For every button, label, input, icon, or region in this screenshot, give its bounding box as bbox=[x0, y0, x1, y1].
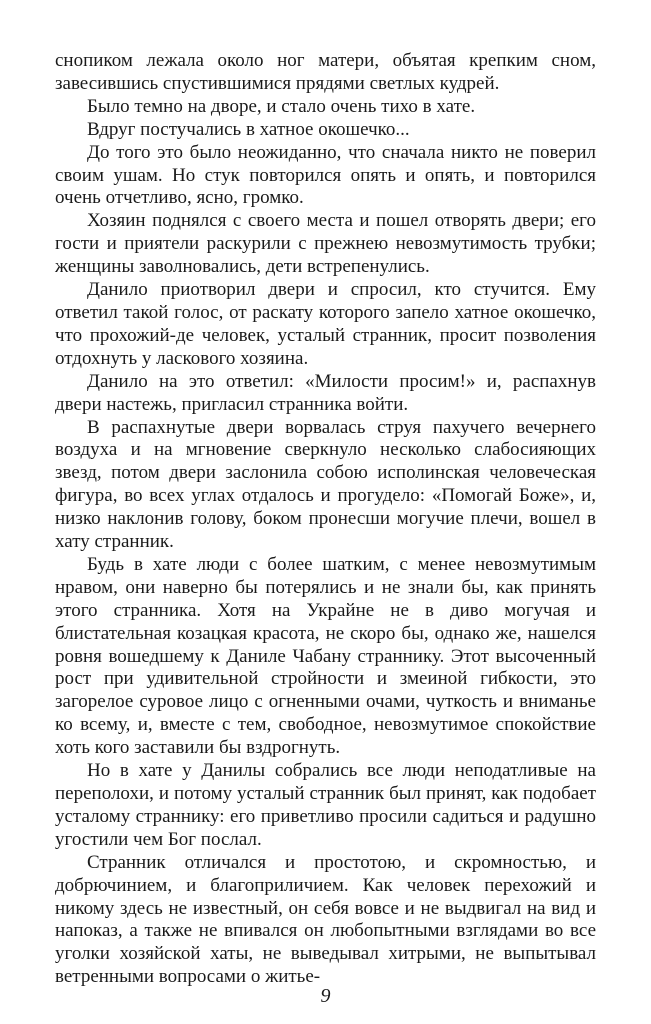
paragraph-2: Было темно на дворе, и стало очень тихо в хате. bbox=[87, 95, 476, 117]
paragraph-3: Вдруг постучались в хатное окошечко... bbox=[87, 118, 410, 140]
paragraph-7: Данило на это ответил: «Милости просим!» и, распахнув двери настежь, пригласил странника войти. bbox=[55, 370, 596, 415]
page-text bbox=[55, 50, 596, 989]
paragraph-11: Странник отличался и простотою, и скромностью, и добрючинием, и благоприличием. Как человек перехожий и никому здесь не известный, он себя вовсе и не выдвигал на вид и напоказ, а также не впивался он любопытными взглядами во все уголки хозяйской хаты, не выведывал хитрыми, не выпытывал ветренными вопросами о житье- bbox=[55, 851, 596, 988]
paragraph-5: Хозяин поднялся с своего места и пошел отворять двери; его гости и приятели раскурили с прежнею невозмутимость трубки; женщины заволновались, дети встрепенулись. bbox=[55, 210, 596, 278]
page-number: 9 bbox=[320, 985, 331, 1007]
paragraph-9: Будь в хате люди с более шатким, с менее невозмутимым нравом, они наверно бы потерялись и не знали бы, как принять этого странника. Хотя на Украйне не в диво могучая и блистательная козацкая красота, не скоро бы, однако же, нашелся ровня вошедшему к Даниле Чабану страннику. Этот высоченный рост при удивительной стройности и змеиной гибкости, это загорелое суровое лицо с огненными очами, чуткость и вниманье ко всему, и, вместе с тем, свободное, невозмутимое спокойствие хоть кого заставили бы вздрогнуть. bbox=[55, 553, 596, 759]
paragraph-4: До того это было неожиданно, что сначала никто не поверил своим ушам. Но стук повторился опять и опять, и повторился очень отчетливо, ясно, громко. bbox=[55, 141, 596, 209]
paragraph-6: Данило приотворил двери и спросил, кто стучится. Ему ответил такой голос, от раскату которого запело хатное окошечко, что прохожий-де человек, усталый странник, просит позволения отдохнуть у ласкового хозяина. bbox=[55, 279, 596, 369]
paragraph-1: снопиком лежала около ног матери, объятая крепким сном, завесившись спустившимися прядями светлых кудрей. bbox=[55, 50, 596, 94]
paragraph-8: В распахнутые двери ворвалась струя пахучего вечернего воздуха и на мгновение сверкнуло несколько слабосияющих звезд, потом двери заслонила собою исполинская человеческая фигура, во всех углах отдалось и прогудело: «Помогай Боже», и, низко наклонив голову, боком пронесши могучие плечи, вошел в хату странник. bbox=[55, 416, 596, 553]
paragraph-10: Но в хате у Данилы собрались все люди неподатливые на переполохи, и потому усталый странник был принят, как подобает усталому страннику: его приветливо просили садиться и радушно угостили чем Бог послал. bbox=[55, 760, 596, 850]
